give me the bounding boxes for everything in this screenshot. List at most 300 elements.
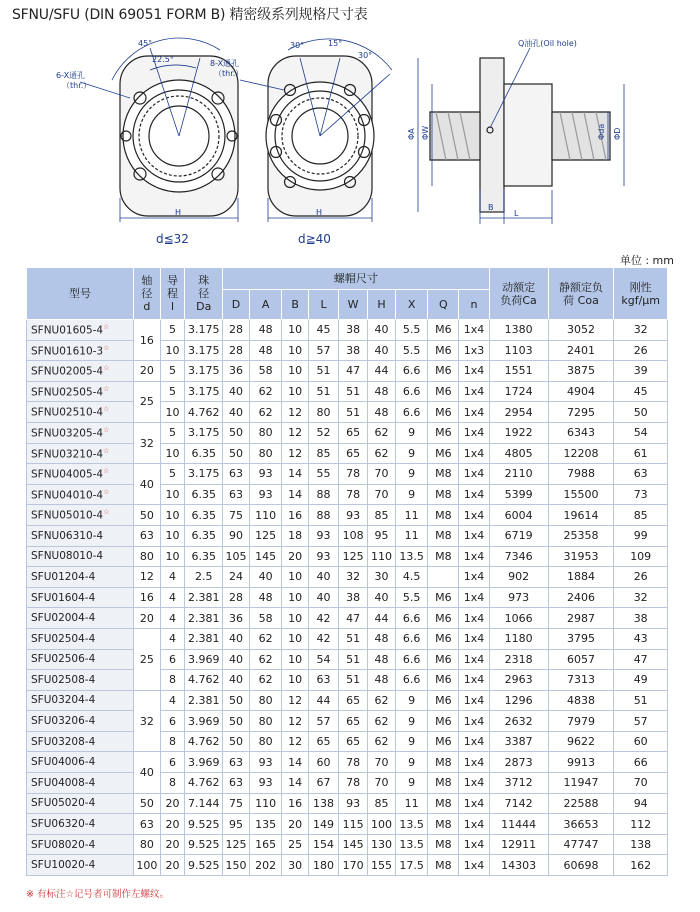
cell-k: 60 [614, 731, 668, 752]
cell-coa: 9622 [548, 731, 614, 752]
model-cell: SFNU04010-4☆ [27, 484, 134, 505]
cell-L: 42 [309, 608, 339, 629]
cell-ca: 6719 [489, 525, 548, 546]
header-col-X: X [395, 290, 427, 320]
cell-W: 93 [339, 505, 368, 526]
d-ge-40-label: d≧40 [298, 232, 331, 246]
cell-Q: M8 [428, 752, 459, 773]
dim-phiD-label: ΦD [613, 127, 622, 140]
header-col-L: L [309, 290, 339, 320]
model-cell: SFNU04005-4☆ [27, 464, 134, 485]
cell-B: 10 [282, 587, 309, 608]
cell-k: 73 [614, 484, 668, 505]
cell-X: 9 [395, 731, 427, 752]
cell-lead: 4 [160, 567, 185, 588]
cell-ca: 2318 [489, 649, 548, 670]
model-cell: SFNU01610-3☆ [27, 340, 134, 361]
shaft-diameter-cell: 50 [134, 505, 161, 526]
shaft-diameter-cell: 20 [134, 361, 161, 382]
left-thread-star: ☆ [103, 426, 110, 435]
cell-L: 40 [309, 587, 339, 608]
cell-coa: 2406 [548, 587, 614, 608]
cell-H: 44 [368, 361, 396, 382]
cell-ca: 1922 [489, 422, 548, 443]
d-le-32-label: d≦32 [156, 232, 189, 246]
cell-X: 11 [395, 793, 427, 814]
cell-da: 3.175 [185, 422, 223, 443]
cell-da: 3.175 [185, 361, 223, 382]
footnote: ※ 有标注☆记号者可制作左螺纹。 [26, 889, 169, 900]
cell-da: 7.144 [185, 793, 223, 814]
cell-k: 85 [614, 505, 668, 526]
cell-D: 40 [223, 670, 250, 691]
model-cell: SFU04006-4 [27, 752, 134, 773]
model-cell: SFNU03205-4☆ [27, 422, 134, 443]
nut-side-view [418, 48, 624, 224]
cell-lead: 20 [160, 793, 185, 814]
cell-da: 6.35 [185, 505, 223, 526]
cell-X: 9 [395, 422, 427, 443]
header-col-n: n [459, 290, 489, 320]
cell-lead: 10 [160, 546, 185, 567]
cell-n: 1x4 [459, 464, 489, 485]
cell-A: 62 [249, 649, 281, 670]
spec-table [26, 267, 668, 876]
angle-30b-label: 30° [358, 51, 373, 60]
cell-W: 115 [339, 814, 368, 835]
cell-lead: 10 [160, 402, 185, 423]
cell-W: 47 [339, 608, 368, 629]
cell-W: 78 [339, 773, 368, 794]
table-row [27, 464, 668, 485]
cell-W: 78 [339, 752, 368, 773]
table-row [27, 773, 668, 794]
cell-da: 4.762 [185, 670, 223, 691]
model-cell: SFU03206-4 [27, 711, 134, 732]
cell-L: 40 [309, 567, 339, 588]
table-row [27, 320, 668, 341]
cell-k: 94 [614, 793, 668, 814]
cell-Q: M6 [428, 628, 459, 649]
cell-coa: 19614 [548, 505, 614, 526]
cell-ca: 1380 [489, 320, 548, 341]
cell-X: 13.5 [395, 814, 427, 835]
cell-D: 50 [223, 443, 250, 464]
cell-B: 10 [282, 361, 309, 382]
cell-L: 51 [309, 381, 339, 402]
shaft-diameter-cell: 63 [134, 525, 161, 546]
cell-D: 36 [223, 361, 250, 382]
table-row [27, 834, 668, 855]
cell-Q: M6 [428, 422, 459, 443]
cell-D: 95 [223, 814, 250, 835]
cell-k: 49 [614, 670, 668, 691]
cell-H: 48 [368, 649, 396, 670]
holes-8x-thr-label: （thr.） [214, 69, 244, 78]
cell-coa: 25358 [548, 525, 614, 546]
cell-X: 6.6 [395, 628, 427, 649]
cell-A: 110 [249, 505, 281, 526]
cell-H: 40 [368, 320, 396, 341]
model-cell: SFNU01605-4☆ [27, 320, 134, 341]
cell-lead: 20 [160, 834, 185, 855]
cell-X: 9 [395, 711, 427, 732]
cell-D: 40 [223, 402, 250, 423]
header-col-Q: Q [428, 290, 459, 320]
cell-H: 62 [368, 443, 396, 464]
model-cell: SFNU05010-4☆ [27, 505, 134, 526]
cell-H: 100 [368, 814, 396, 835]
cell-lead: 5 [160, 422, 185, 443]
cell-da: 3.175 [185, 320, 223, 341]
cell-k: 61 [614, 443, 668, 464]
cell-W: 51 [339, 649, 368, 670]
cell-ca: 4805 [489, 443, 548, 464]
cell-D: 40 [223, 649, 250, 670]
cell-da: 6.35 [185, 546, 223, 567]
cell-X: 17.5 [395, 855, 427, 876]
table-row [27, 340, 668, 361]
cell-X: 6.6 [395, 361, 427, 382]
table-row [27, 525, 668, 546]
cell-D: 150 [223, 855, 250, 876]
cell-H: 30 [368, 567, 396, 588]
shaft-diameter-cell: 25 [134, 381, 161, 422]
cell-k: 38 [614, 608, 668, 629]
left-thread-star: ☆ [103, 446, 110, 455]
shaft-diameter-cell: 32 [134, 422, 161, 463]
cell-W: 47 [339, 361, 368, 382]
cell-A: 93 [249, 484, 281, 505]
left-thread-star: ☆ [103, 467, 110, 476]
table-row [27, 484, 668, 505]
cell-coa: 4838 [548, 690, 614, 711]
cell-D: 75 [223, 505, 250, 526]
cell-n: 1x4 [459, 649, 489, 670]
cell-Q: M6 [428, 731, 459, 752]
cell-ca: 1066 [489, 608, 548, 629]
cell-A: 165 [249, 834, 281, 855]
cell-lead: 4 [160, 587, 185, 608]
cell-B: 16 [282, 505, 309, 526]
cell-D: 90 [223, 525, 250, 546]
cell-A: 125 [249, 525, 281, 546]
cell-lead: 10 [160, 525, 185, 546]
cell-da: 4.762 [185, 402, 223, 423]
shaft-diameter-cell: 32 [134, 690, 161, 752]
cell-D: 63 [223, 464, 250, 485]
cell-k: 162 [614, 855, 668, 876]
cell-coa: 7988 [548, 464, 614, 485]
cell-W: 170 [339, 855, 368, 876]
angle-22-5-label: 22.5° [152, 55, 174, 64]
cell-X: 9 [395, 752, 427, 773]
cell-D: 28 [223, 587, 250, 608]
table-row [27, 361, 668, 382]
cell-Q: M6 [428, 320, 459, 341]
cell-da: 6.35 [185, 525, 223, 546]
cell-W: 65 [339, 731, 368, 752]
cell-H: 62 [368, 711, 396, 732]
cell-coa: 3875 [548, 361, 614, 382]
model-cell: SFU01604-4 [27, 587, 134, 608]
cell-W: 78 [339, 464, 368, 485]
cell-D: 40 [223, 628, 250, 649]
left-thread-star: ☆ [103, 343, 110, 352]
model-cell: SFU08020-4 [27, 834, 134, 855]
cell-A: 62 [249, 628, 281, 649]
cell-A: 110 [249, 793, 281, 814]
cell-ca: 902 [489, 567, 548, 588]
cell-L: 154 [309, 834, 339, 855]
angle-45-label: 45° [138, 39, 153, 48]
cell-L: 65 [309, 731, 339, 752]
cell-L: 149 [309, 814, 339, 835]
cell-k: 32 [614, 587, 668, 608]
cell-n: 1x4 [459, 422, 489, 443]
cell-k: 63 [614, 464, 668, 485]
cell-lead: 10 [160, 443, 185, 464]
cell-lead: 20 [160, 814, 185, 835]
dim-H-label-large: H [316, 208, 323, 217]
table-row [27, 546, 668, 567]
cell-coa: 15500 [548, 484, 614, 505]
cell-B: 16 [282, 793, 309, 814]
cell-lead: 8 [160, 731, 185, 752]
cell-B: 25 [282, 834, 309, 855]
cell-lead: 20 [160, 855, 185, 876]
cell-lead: 4 [160, 608, 185, 629]
cell-L: 45 [309, 320, 339, 341]
header-ball-diameter: 珠 径 Da [185, 268, 223, 320]
cell-coa: 60698 [548, 855, 614, 876]
cell-D: 24 [223, 567, 250, 588]
cell-coa: 7313 [548, 670, 614, 691]
cell-k: 109 [614, 546, 668, 567]
cell-D: 63 [223, 752, 250, 773]
header-col-A: A [249, 290, 281, 320]
cell-X: 13.5 [395, 546, 427, 567]
cell-D: 75 [223, 793, 250, 814]
cell-k: 26 [614, 340, 668, 361]
holes-6x-thr-label: （thr.） [62, 81, 92, 90]
cell-X: 4.5 [395, 567, 427, 588]
shaft-diameter-cell: 16 [134, 320, 161, 361]
cell-k: 70 [614, 773, 668, 794]
model-cell: SFU02004-4 [27, 608, 134, 629]
cell-A: 58 [249, 361, 281, 382]
cell-X: 13.5 [395, 834, 427, 855]
cell-coa: 31953 [548, 546, 614, 567]
table-row [27, 567, 668, 588]
cell-D: 50 [223, 422, 250, 443]
cell-ca: 11444 [489, 814, 548, 835]
model-cell: SFNU02005-4☆ [27, 361, 134, 382]
shaft-diameter-cell: 63 [134, 814, 161, 835]
cell-D: 28 [223, 340, 250, 361]
cell-k: 51 [614, 690, 668, 711]
header-static-load: 静额定负 荷 Coa [548, 268, 614, 320]
cell-lead: 8 [160, 670, 185, 691]
cell-da: 4.762 [185, 731, 223, 752]
dim-L-label: L [514, 209, 519, 218]
cell-H: 48 [368, 402, 396, 423]
cell-da: 2.381 [185, 587, 223, 608]
shaft-diameter-cell: 20 [134, 608, 161, 629]
cell-n: 1x4 [459, 546, 489, 567]
cell-Q: M8 [428, 525, 459, 546]
cell-da: 9.525 [185, 834, 223, 855]
cell-ca: 2954 [489, 402, 548, 423]
cell-k: 47 [614, 649, 668, 670]
cell-W: 125 [339, 546, 368, 567]
model-cell: SFU06320-4 [27, 814, 134, 835]
cell-H: 40 [368, 587, 396, 608]
cell-lead: 5 [160, 381, 185, 402]
cell-da: 3.969 [185, 752, 223, 773]
cell-lead: 10 [160, 340, 185, 361]
unit-label: 单位 : mm [619, 254, 674, 267]
cell-A: 93 [249, 752, 281, 773]
cell-L: 180 [309, 855, 339, 876]
cell-lead: 5 [160, 320, 185, 341]
cell-B: 14 [282, 773, 309, 794]
cell-D: 63 [223, 773, 250, 794]
cell-W: 51 [339, 381, 368, 402]
cell-n: 1x4 [459, 670, 489, 691]
cell-B: 14 [282, 484, 309, 505]
cell-L: 51 [309, 361, 339, 382]
cell-X: 5.5 [395, 320, 427, 341]
cell-X: 5.5 [395, 340, 427, 361]
cell-H: 155 [368, 855, 396, 876]
cell-n: 1x4 [459, 505, 489, 526]
cell-B: 18 [282, 525, 309, 546]
cell-B: 12 [282, 690, 309, 711]
cell-coa: 36653 [548, 814, 614, 835]
cell-H: 130 [368, 834, 396, 855]
header-col-H: H [368, 290, 396, 320]
cell-n: 1x4 [459, 320, 489, 341]
header-col-D: D [223, 290, 250, 320]
cell-H: 62 [368, 422, 396, 443]
cell-A: 62 [249, 402, 281, 423]
cell-coa: 1884 [548, 567, 614, 588]
header-nut-dimensions: 螺帽尺寸 [223, 268, 489, 290]
shaft-diameter-cell: 40 [134, 464, 161, 505]
cell-n: 1x4 [459, 855, 489, 876]
header-dynamic-load: 动额定 负荷Ca [489, 268, 548, 320]
shaft-diameter-cell: 40 [134, 752, 161, 793]
cell-L: 52 [309, 422, 339, 443]
cell-H: 48 [368, 670, 396, 691]
cell-ca: 5399 [489, 484, 548, 505]
cell-coa: 9913 [548, 752, 614, 773]
table-row [27, 402, 668, 423]
cell-Q: M8 [428, 773, 459, 794]
cell-lead: 6 [160, 649, 185, 670]
cell-X: 6.6 [395, 649, 427, 670]
cell-W: 93 [339, 793, 368, 814]
cell-k: 57 [614, 711, 668, 732]
cell-B: 20 [282, 814, 309, 835]
table-row [27, 793, 668, 814]
cell-n: 1x3 [459, 340, 489, 361]
model-cell: SFU05020-4 [27, 793, 134, 814]
cell-X: 9 [395, 484, 427, 505]
cell-ca: 3712 [489, 773, 548, 794]
cell-X: 6.6 [395, 670, 427, 691]
cell-lead: 10 [160, 505, 185, 526]
cell-H: 48 [368, 628, 396, 649]
cell-coa: 3052 [548, 320, 614, 341]
cell-Q: M6 [428, 443, 459, 464]
cell-Q [428, 567, 459, 588]
cell-L: 88 [309, 484, 339, 505]
cell-coa: 6057 [548, 649, 614, 670]
cell-H: 62 [368, 690, 396, 711]
cell-Q: M8 [428, 814, 459, 835]
model-cell: SFU10020-4 [27, 855, 134, 876]
model-cell: SFU02508-4 [27, 670, 134, 691]
cell-ca: 6004 [489, 505, 548, 526]
cell-B: 10 [282, 340, 309, 361]
cell-Q: M6 [428, 670, 459, 691]
cell-Q: M6 [428, 587, 459, 608]
dim-phiDa-label: Φda [597, 123, 606, 140]
cell-Q: M6 [428, 402, 459, 423]
model-cell: SFU02506-4 [27, 649, 134, 670]
cell-da: 4.762 [185, 773, 223, 794]
table-row [27, 443, 668, 464]
cell-H: 110 [368, 546, 396, 567]
cell-n: 1x4 [459, 608, 489, 629]
cell-L: 60 [309, 752, 339, 773]
left-thread-star: ☆ [103, 405, 110, 414]
cell-W: 51 [339, 670, 368, 691]
cell-L: 85 [309, 443, 339, 464]
cell-lead: 6 [160, 711, 185, 732]
cell-lead: 4 [160, 628, 185, 649]
cell-W: 78 [339, 484, 368, 505]
cell-coa: 11947 [548, 773, 614, 794]
cell-H: 44 [368, 608, 396, 629]
holes-8x-label: 8-X通孔 [210, 59, 240, 68]
cell-Q: M8 [428, 834, 459, 855]
cell-A: 58 [249, 608, 281, 629]
cell-A: 80 [249, 443, 281, 464]
oil-hole-label: Q油孔(Oil hole) [518, 39, 577, 48]
cell-da: 2.5 [185, 567, 223, 588]
table-row [27, 711, 668, 732]
cell-lead: 5 [160, 361, 185, 382]
cell-W: 32 [339, 567, 368, 588]
table-row [27, 690, 668, 711]
left-thread-star: ☆ [103, 487, 110, 496]
cell-lead: 5 [160, 464, 185, 485]
shaft-diameter-cell: 16 [134, 587, 161, 608]
cell-B: 10 [282, 608, 309, 629]
model-cell: SFNU08010-4 [27, 546, 134, 567]
table-row [27, 422, 668, 443]
cell-da: 3.969 [185, 649, 223, 670]
cell-lead: 10 [160, 484, 185, 505]
page-title: SFNU/SFU (DIN 69051 FORM B) 精密级系列规格尺寸表 [12, 7, 368, 23]
cell-n: 1x4 [459, 731, 489, 752]
cell-k: 99 [614, 525, 668, 546]
cell-ca: 2110 [489, 464, 548, 485]
cell-X: 11 [395, 525, 427, 546]
